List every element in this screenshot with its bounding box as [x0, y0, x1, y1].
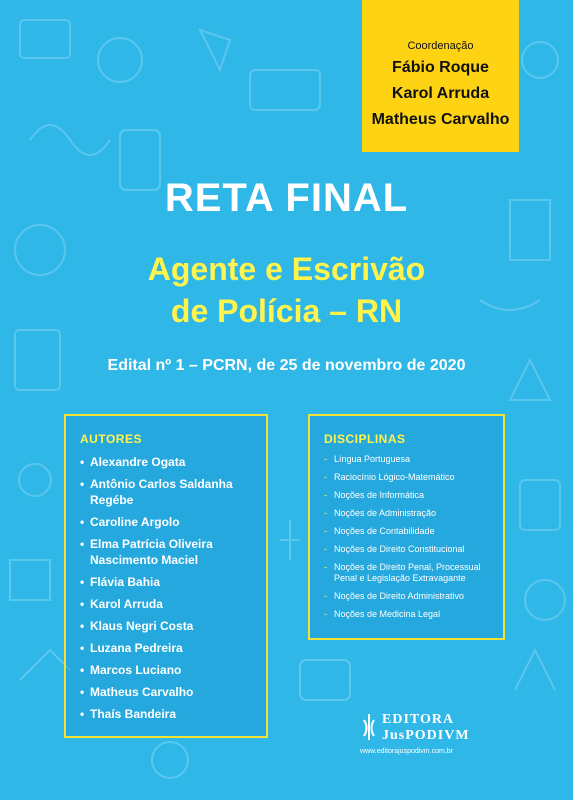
discipline-item: - Noções de Direito Administrativo	[324, 591, 495, 602]
book-title: RETA FINAL	[164, 176, 409, 220]
disciplines-heading: DISCIPLINAS	[324, 432, 406, 446]
author-item: • Karol Arruda	[80, 596, 258, 612]
author-item: • Flávia Bahia	[80, 574, 258, 590]
authors-list	[66, 454, 266, 722]
author-item: • Matheus Carvalho	[80, 684, 258, 700]
author-item: • Elma Patrícia Oliveira Nascimento Maciel	[80, 536, 258, 568]
publisher-logo	[360, 712, 510, 762]
disciplines-box	[308, 414, 505, 640]
subtitle-line: de Polícia – RN	[170, 293, 403, 329]
coordination-box	[362, 0, 519, 152]
discipline-item: - Noções de Direito Penal, Processual Penal e Legislação Extravagante	[324, 562, 495, 584]
discipline-item: - Noções de Direito Constitucional	[324, 544, 495, 555]
coordination-label: Coordenação	[407, 40, 474, 52]
coordinator-name: Karol Arruda	[391, 85, 490, 102]
coordinator-name: Fábio Roque	[392, 59, 489, 76]
publisher-url: www.editorajuspodivm.com.br	[360, 748, 453, 755]
book-subtitle	[0, 248, 573, 332]
disciplines-list	[310, 454, 503, 620]
author-item: • Alexandre Ogata	[80, 454, 258, 470]
discipline-item: - Noções de Contabilidade	[324, 526, 495, 537]
discipline-item: - Noções de Administração	[324, 508, 495, 519]
publisher-mark-icon	[360, 712, 378, 744]
publisher-line: JusPODIVM	[382, 728, 470, 743]
edital-line: Edital nº 1 – PCRN, de 25 de novembro de 2020	[107, 357, 466, 374]
author-item: • Marcos Luciano	[80, 662, 258, 678]
author-item: • Antônio Carlos Saldanha Regébe	[80, 476, 258, 508]
discipline-item: - Noções de Informática	[324, 490, 495, 501]
discipline-item: - Noções de Medicina Legal	[324, 609, 495, 620]
discipline-item: - Raciocínio Lógico-Matemático	[324, 472, 495, 483]
authors-heading: AUTORES	[80, 432, 142, 446]
coordinator-name: Matheus Carvalho	[371, 111, 510, 128]
authors-box	[64, 414, 268, 738]
discipline-item: - Língua Portuguesa	[324, 454, 495, 465]
author-item: • Luzana Pedreira	[80, 640, 258, 656]
author-item: • Klaus Negri Costa	[80, 618, 258, 634]
publisher-name	[382, 712, 470, 744]
author-item: • Caroline Argolo	[80, 514, 258, 530]
author-item: • Thaís Bandeira	[80, 706, 258, 722]
subtitle-line: Agente e Escrivão	[147, 251, 426, 287]
publisher-line: EDITORA	[382, 712, 455, 727]
